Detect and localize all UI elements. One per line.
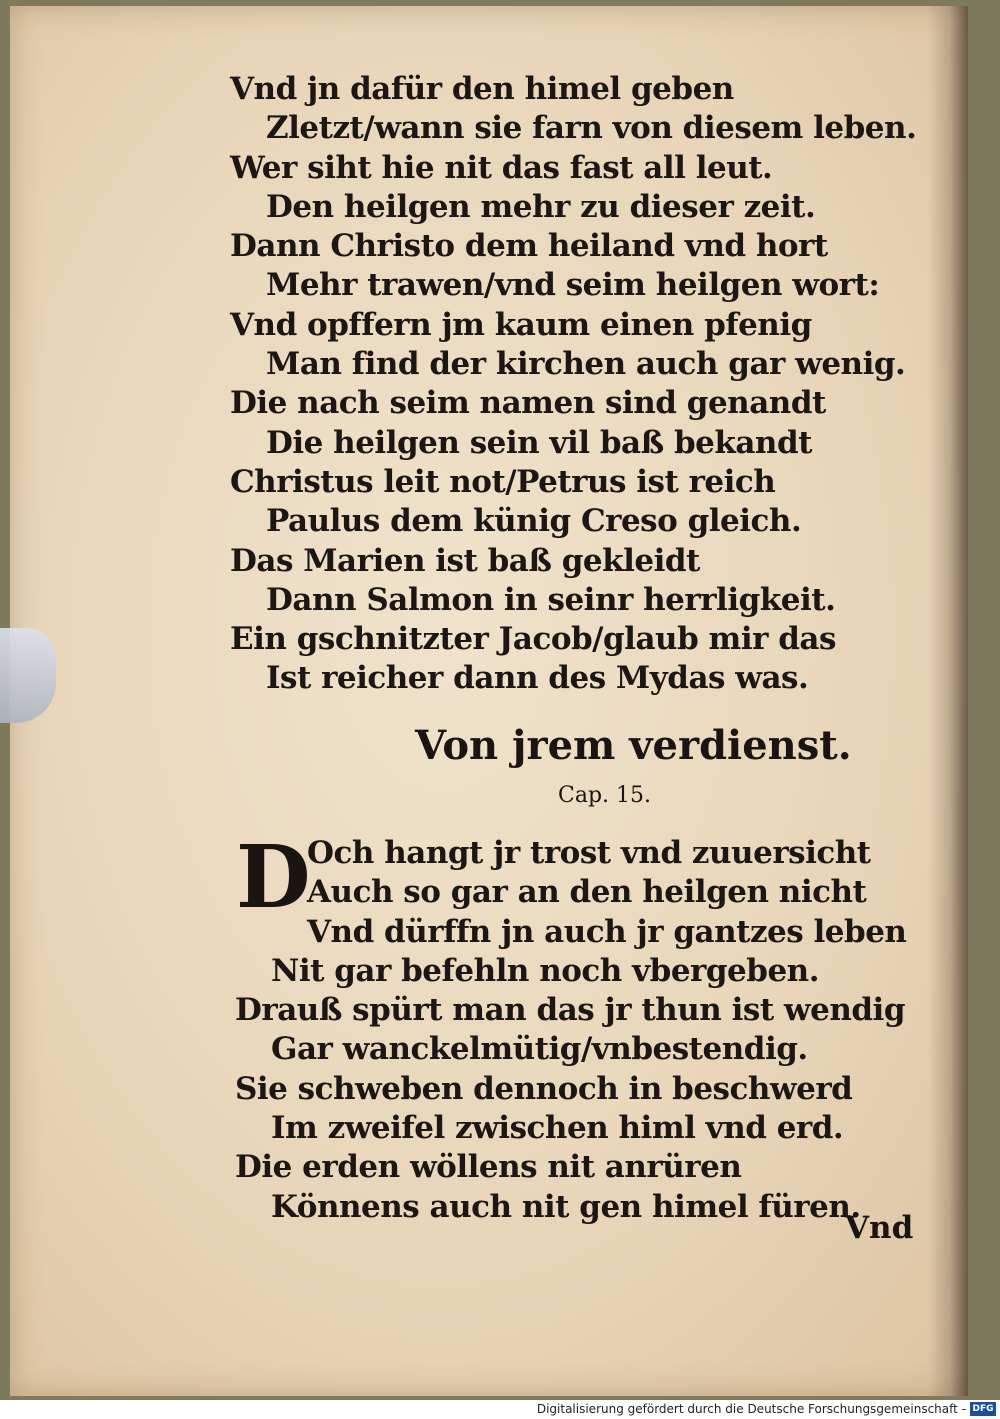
verse-line: Dann Christo dem heiland vnd hort <box>230 228 828 265</box>
verse-line: Wer siht hie nit das fast all leut. <box>230 149 773 186</box>
footer-credit: Digitalisierung gefördert durch die Deutsche Forschungsgemeinschaft - <box>536 1402 966 1416</box>
verse-line: Och hangt jr trost vnd zuuersicht <box>307 835 871 871</box>
verse-line: Könnens auch nit gen himel füren. <box>271 1188 861 1225</box>
chapter-heading: Von jrem verdienst. <box>415 722 852 769</box>
verse-line: Die nach seim namen sind genandt <box>230 385 826 422</box>
verse-line: Den heilgen mehr zu dieser zeit. <box>266 188 816 225</box>
verse-line: Ein gschnitzter Jacob/glaub mir das <box>230 621 836 658</box>
verse-line: Vnd opffern jm kaum einen pfenig <box>230 306 812 343</box>
verse-line: Gar wanckelmütig/vnbestendig. <box>271 1031 808 1068</box>
verse-line: Drauß spürt man das jr thun ist wendig <box>235 992 906 1029</box>
footer-bar <box>0 1400 1000 1419</box>
verse-line: Die erden wöllens nit anrüren <box>235 1149 742 1186</box>
verse-line: Sie schweben dennoch in beschwerd <box>235 1070 853 1107</box>
verse-line: Man find der kirchen auch gar wenig. <box>266 346 906 383</box>
verse-block-bottom <box>235 827 907 1227</box>
chapter-number: Cap. 15. <box>558 783 652 808</box>
verse-line: Dann Salmon in seinr herrligkeit. <box>266 581 836 618</box>
verse-line: Das Marien ist baß gekleidt <box>230 542 700 579</box>
decorated-initial: D <box>236 827 311 928</box>
page-gutter-shadow <box>928 6 968 1396</box>
verse-line: Mehr trawen/vnd seim heilgen wort: <box>266 267 880 304</box>
verse-line: Ist reicher dann des Mydas was. <box>266 660 809 697</box>
verse-line: Nit gar befehln noch vbergeben. <box>271 952 820 989</box>
catchword: Vnd <box>845 1210 914 1246</box>
verse-line: Vnd jn dafür den himel geben <box>230 71 734 107</box>
verse-line: Auch so gar an den heilgen nicht <box>307 874 867 911</box>
verse-line: Die heilgen sein vil baß bekandt <box>266 424 812 461</box>
verse-line: Paulus dem künig Creso gleich. <box>266 503 802 540</box>
verse-line: Zletzt/wann sie farn von diesem leben. <box>266 110 917 147</box>
verse-block-top <box>230 70 917 699</box>
dfg-logo: DFG <box>970 1402 996 1416</box>
verse-line: Im zweifel zwischen himl vnd erd. <box>271 1110 844 1147</box>
verse-line: Vnd dürffn jn auch jr gantzes leben <box>307 913 907 950</box>
verse-line: Christus leit not/Petrus ist reich <box>230 463 776 500</box>
